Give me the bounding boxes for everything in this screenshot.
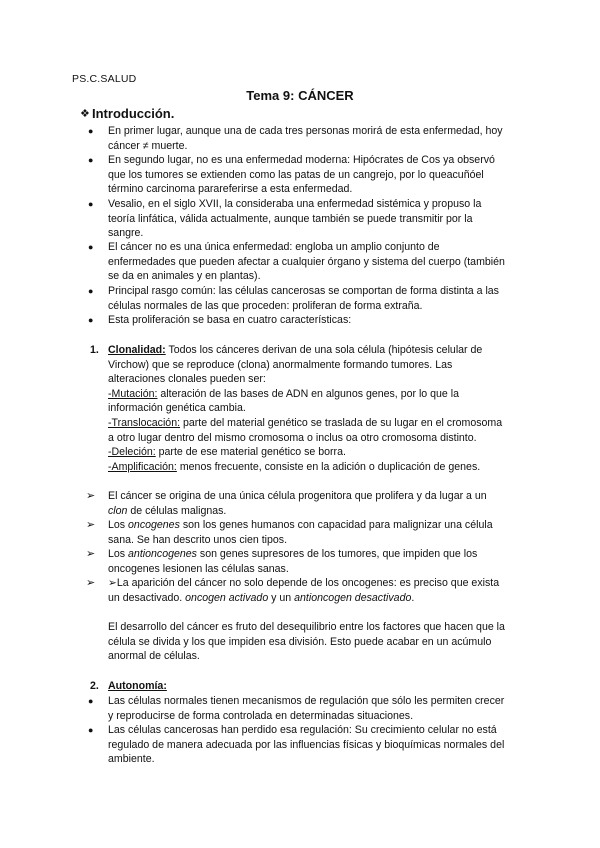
bullet-icon: ● [88,696,94,706]
translocacion-line-2: a otro lugar dentro del mismo cromosoma o inclus oa otro cromosoma distinto. [108,431,477,444]
translocacion-line-1: -Translocación: parte del material genético se traslada de su lugar en el cromosoma [108,417,503,429]
amplificacion-line: -Amplificación: menos frecuente, consiste en la adición o duplicación de genes. [108,460,481,473]
section-1-line-2: Virchow) que se reproduce (clona) anormalmente formando tumores. Las [108,358,453,371]
bullet-icon: ● [88,286,94,296]
intro-item-4-line-3: se da en animales y en plantas). [108,270,261,283]
page-title: Tema 9: CÁNCER [246,88,354,103]
arrow-item-2-line-1: Los oncogenes son los genes humanos con capacidad para malignizar una célula [108,519,493,531]
bullet-icon: ● [88,242,94,252]
paragraph-line-3: anormal de células. [108,650,200,663]
section-2-item-2-line-1: Las células cancerosas han perdido esa regulación: Su crecimiento celular no está [108,724,497,736]
section-2-item-1-line-2: y reproducirse de forma controlada en determinadas situaciones. [108,709,414,722]
arrow-item-1-line-1: El cáncer se origina de una única célula progenitora que prolifera y da lugar a un [108,490,487,502]
intro-item-5-line-1: Principal rasgo común: las células cancerosas se comportan de forma distinta a las [108,285,499,297]
mutacion-line-2: información genética cambia. [108,402,246,415]
section-1-line-3: alteraciones clonales pueden ser: [108,373,266,386]
section-2-number: 2. [90,680,99,692]
bullet-icon: ● [88,725,94,735]
arrow-bullet-icon: ➢ [86,490,96,502]
paragraph-line-2: célula se divida y los que impiden esa división. Esto puede acabar en un acúmulo [108,635,492,648]
intro-item-1-line-2: cáncer ≠ muerte. [108,139,188,152]
arrow-item-4-line-2: un desactivado. oncogen activado y un antioncogen desactivado. [108,591,415,604]
bullet-icon: ● [88,315,94,325]
arrow-item-1-line-2: clon de células malignas. [108,504,227,517]
intro-item-6-line-1: Esta proliferación se basa en cuatro características: [108,314,352,326]
bullet-icon: ● [88,126,94,136]
diamond-bullet-icon: ❖ [80,108,90,120]
paragraph-line-1: El desarrollo del cáncer es fruto del desequilibrio entre los factores que hacen que la [108,621,505,633]
intro-item-3-line-1: Vesalio, en el siglo XVII, la consideraba una enfermedad sistémica y propuso la [108,198,482,210]
intro-item-5-line-2: células normales de las que proceden: proliferan de forma extraña. [108,299,423,312]
delecion-line: -Deleción: parte de ese material genético se borra. [108,446,346,459]
section-2-item-2-line-2: regulado de manera adecuada por las influencias físicas y bioquímicas normales del [108,738,505,751]
intro-item-1-line-1: En primer lugar, aunque una de cada tres personas morirá de esta enfermedad, hoy [108,125,503,137]
bullet-icon: ● [88,155,94,165]
intro-heading: Introducción. [92,106,175,121]
intro-item-4-line-2: enfermedades que pueden afectar a cualquier órgano y sistema del cuerpo (también [108,255,505,268]
mutacion-line-1: -Mutación: alteración de las bases de ADN en algunos genes, por lo que la [108,387,460,400]
arrow-item-3-line-1: Los antioncogenes son genes supresores de los tumores, que impiden que los [108,548,478,560]
arrow-item-2-line-2: sana. Se han descrito unos cien tipos. [108,533,288,546]
intro-item-3-line-3: sangre. [108,227,144,240]
arrow-bullet-icon: ➢ [86,519,96,531]
intro-item-3-line-2: teoría linfática, válida actualmente, aunque también se puede transmitir por la [108,212,473,225]
section-1-heading: Clonalidad: [108,344,166,356]
intro-item-2-line-3: término carcinoma parareferirse a esta enfermedad. [108,183,353,196]
arrow-item-4-line-1: ➢La aparición del cáncer no solo depende de los oncogenes: es preciso que exista [108,577,500,589]
section-1-line-1: Clonalidad: Todos los cánceres derivan de una sola célula (hipótesis celular de [108,344,483,356]
intro-item-4-line-1: El cáncer no es una única enfermedad: engloba un amplio conjunto de [108,241,440,253]
header-label: PS.C.SALUD [72,73,137,85]
intro-item-2-line-2: que los tumores se extienden como las patas de un cangrejo, por lo queacuñóel [108,168,484,181]
arrow-bullet-icon: ➢ [86,577,96,589]
section-2-item-2-line-3: ambiente. [108,753,155,766]
bullet-icon: ● [88,199,94,209]
section-2-item-1-line-1: Las células normales tienen mecanismos de regulación que sólo les permiten crecer [108,695,505,707]
section-1-number: 1. [90,344,99,356]
arrow-bullet-icon: ➢ [86,548,96,560]
section-2-heading: Autonomía: [108,680,167,692]
intro-item-2-line-1: En segundo lugar, no es una enfermedad moderna: Hipócrates de Cos ya observó [108,154,495,166]
arrow-item-3-line-2: oncogenes lesionen las células sanas. [108,562,289,575]
